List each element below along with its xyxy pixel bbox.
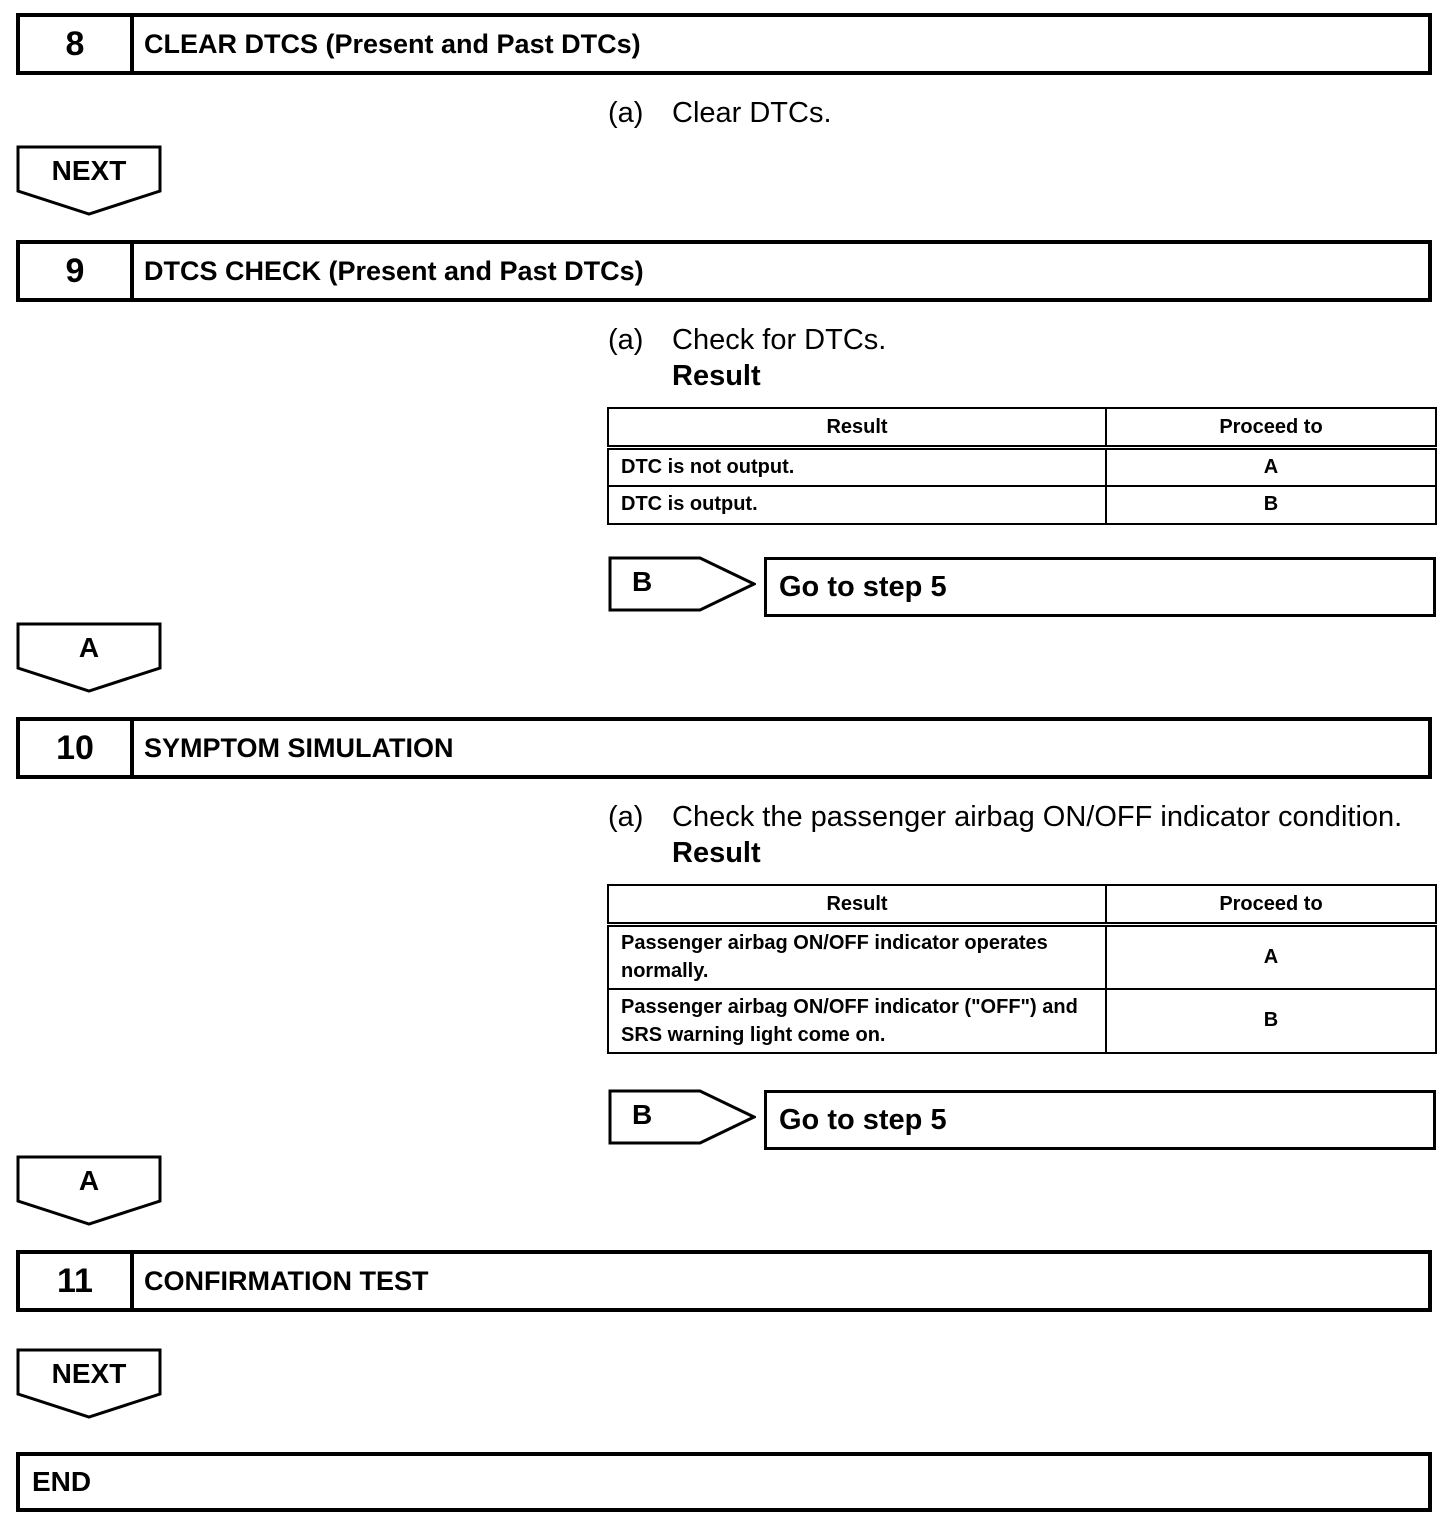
- branch-tag-label: B: [632, 1099, 653, 1130]
- right-arrow-icon: [608, 1089, 756, 1145]
- branch-tag-b: [608, 556, 756, 612]
- result-cell: Passenger airbag ON/OFF indicator ("OFF") and SRS warning light come on.: [608, 989, 1106, 1053]
- end-box: END: [16, 1452, 1432, 1512]
- step-number: 11: [20, 1254, 134, 1308]
- proceed-cell: B: [1106, 486, 1436, 524]
- instruction-text: Clear DTCs.: [672, 97, 832, 129]
- step-title: DTCS CHECK (Present and Past DTCs): [144, 255, 644, 286]
- instruction-label: (a): [608, 97, 644, 129]
- step-number: 9: [20, 244, 134, 298]
- arrow-label: A: [78, 1165, 100, 1196]
- table-header-row: [608, 885, 1436, 925]
- next-arrow: [16, 1348, 162, 1420]
- next-arrow: [16, 145, 162, 217]
- proceed-cell: A: [1106, 448, 1436, 486]
- table-header-row: [608, 408, 1436, 448]
- arrow-label: NEXT: [51, 155, 127, 186]
- step-title: SYMPTOM SIMULATION: [144, 732, 454, 763]
- branch-tag-label: B: [632, 566, 653, 597]
- header-proceed-to: Proceed to: [1106, 885, 1436, 925]
- branch-tag-b: [608, 1089, 756, 1145]
- result-a-arrow: [16, 1155, 162, 1227]
- instruction-label: (a): [608, 801, 644, 833]
- step-number: 8: [20, 17, 134, 71]
- step-10-instruction: [608, 800, 1402, 834]
- table-row: [608, 448, 1436, 486]
- step-8-header: [16, 13, 1432, 75]
- result-cell: DTC is output.: [608, 486, 1106, 524]
- arrow-label: A: [78, 632, 100, 663]
- step-9-instruction: [608, 323, 886, 357]
- step-8-instruction: [608, 96, 832, 130]
- arrow-label: NEXT: [51, 1358, 127, 1389]
- step-9-result-table: [607, 407, 1437, 525]
- result-cell: DTC is not output.: [608, 448, 1106, 486]
- table-row: [608, 989, 1436, 1053]
- proceed-cell: A: [1106, 925, 1436, 989]
- result-heading: Result: [672, 360, 761, 392]
- header-proceed-to: Proceed to: [1106, 408, 1436, 448]
- table-row: [608, 486, 1436, 524]
- step-11-header: [16, 1250, 1432, 1312]
- result-a-arrow: [16, 622, 162, 694]
- step-10-header: [16, 717, 1432, 779]
- instruction-text: Check the passenger airbag ON/OFF indicator condition.: [672, 801, 1403, 833]
- step-title: CONFIRMATION TEST: [144, 1265, 429, 1296]
- right-arrow-icon: [608, 556, 756, 612]
- instruction-text: Check for DTCs.: [672, 324, 887, 356]
- header-result: Result: [608, 408, 1106, 448]
- goto-step-box: Go to step 5: [764, 1090, 1436, 1150]
- instruction-label: (a): [608, 324, 644, 356]
- header-result: Result: [608, 885, 1106, 925]
- goto-step-box: Go to step 5: [764, 557, 1436, 617]
- step-title: CLEAR DTCS (Present and Past DTCs): [144, 28, 641, 59]
- result-heading: Result: [672, 837, 761, 869]
- step-number: 10: [20, 721, 134, 775]
- step-9-header: [16, 240, 1432, 302]
- table-row: [608, 925, 1436, 989]
- result-cell: Passenger airbag ON/OFF indicator operates normally.: [608, 925, 1106, 989]
- proceed-cell: B: [1106, 989, 1436, 1053]
- step-10-result-table: [607, 884, 1437, 1054]
